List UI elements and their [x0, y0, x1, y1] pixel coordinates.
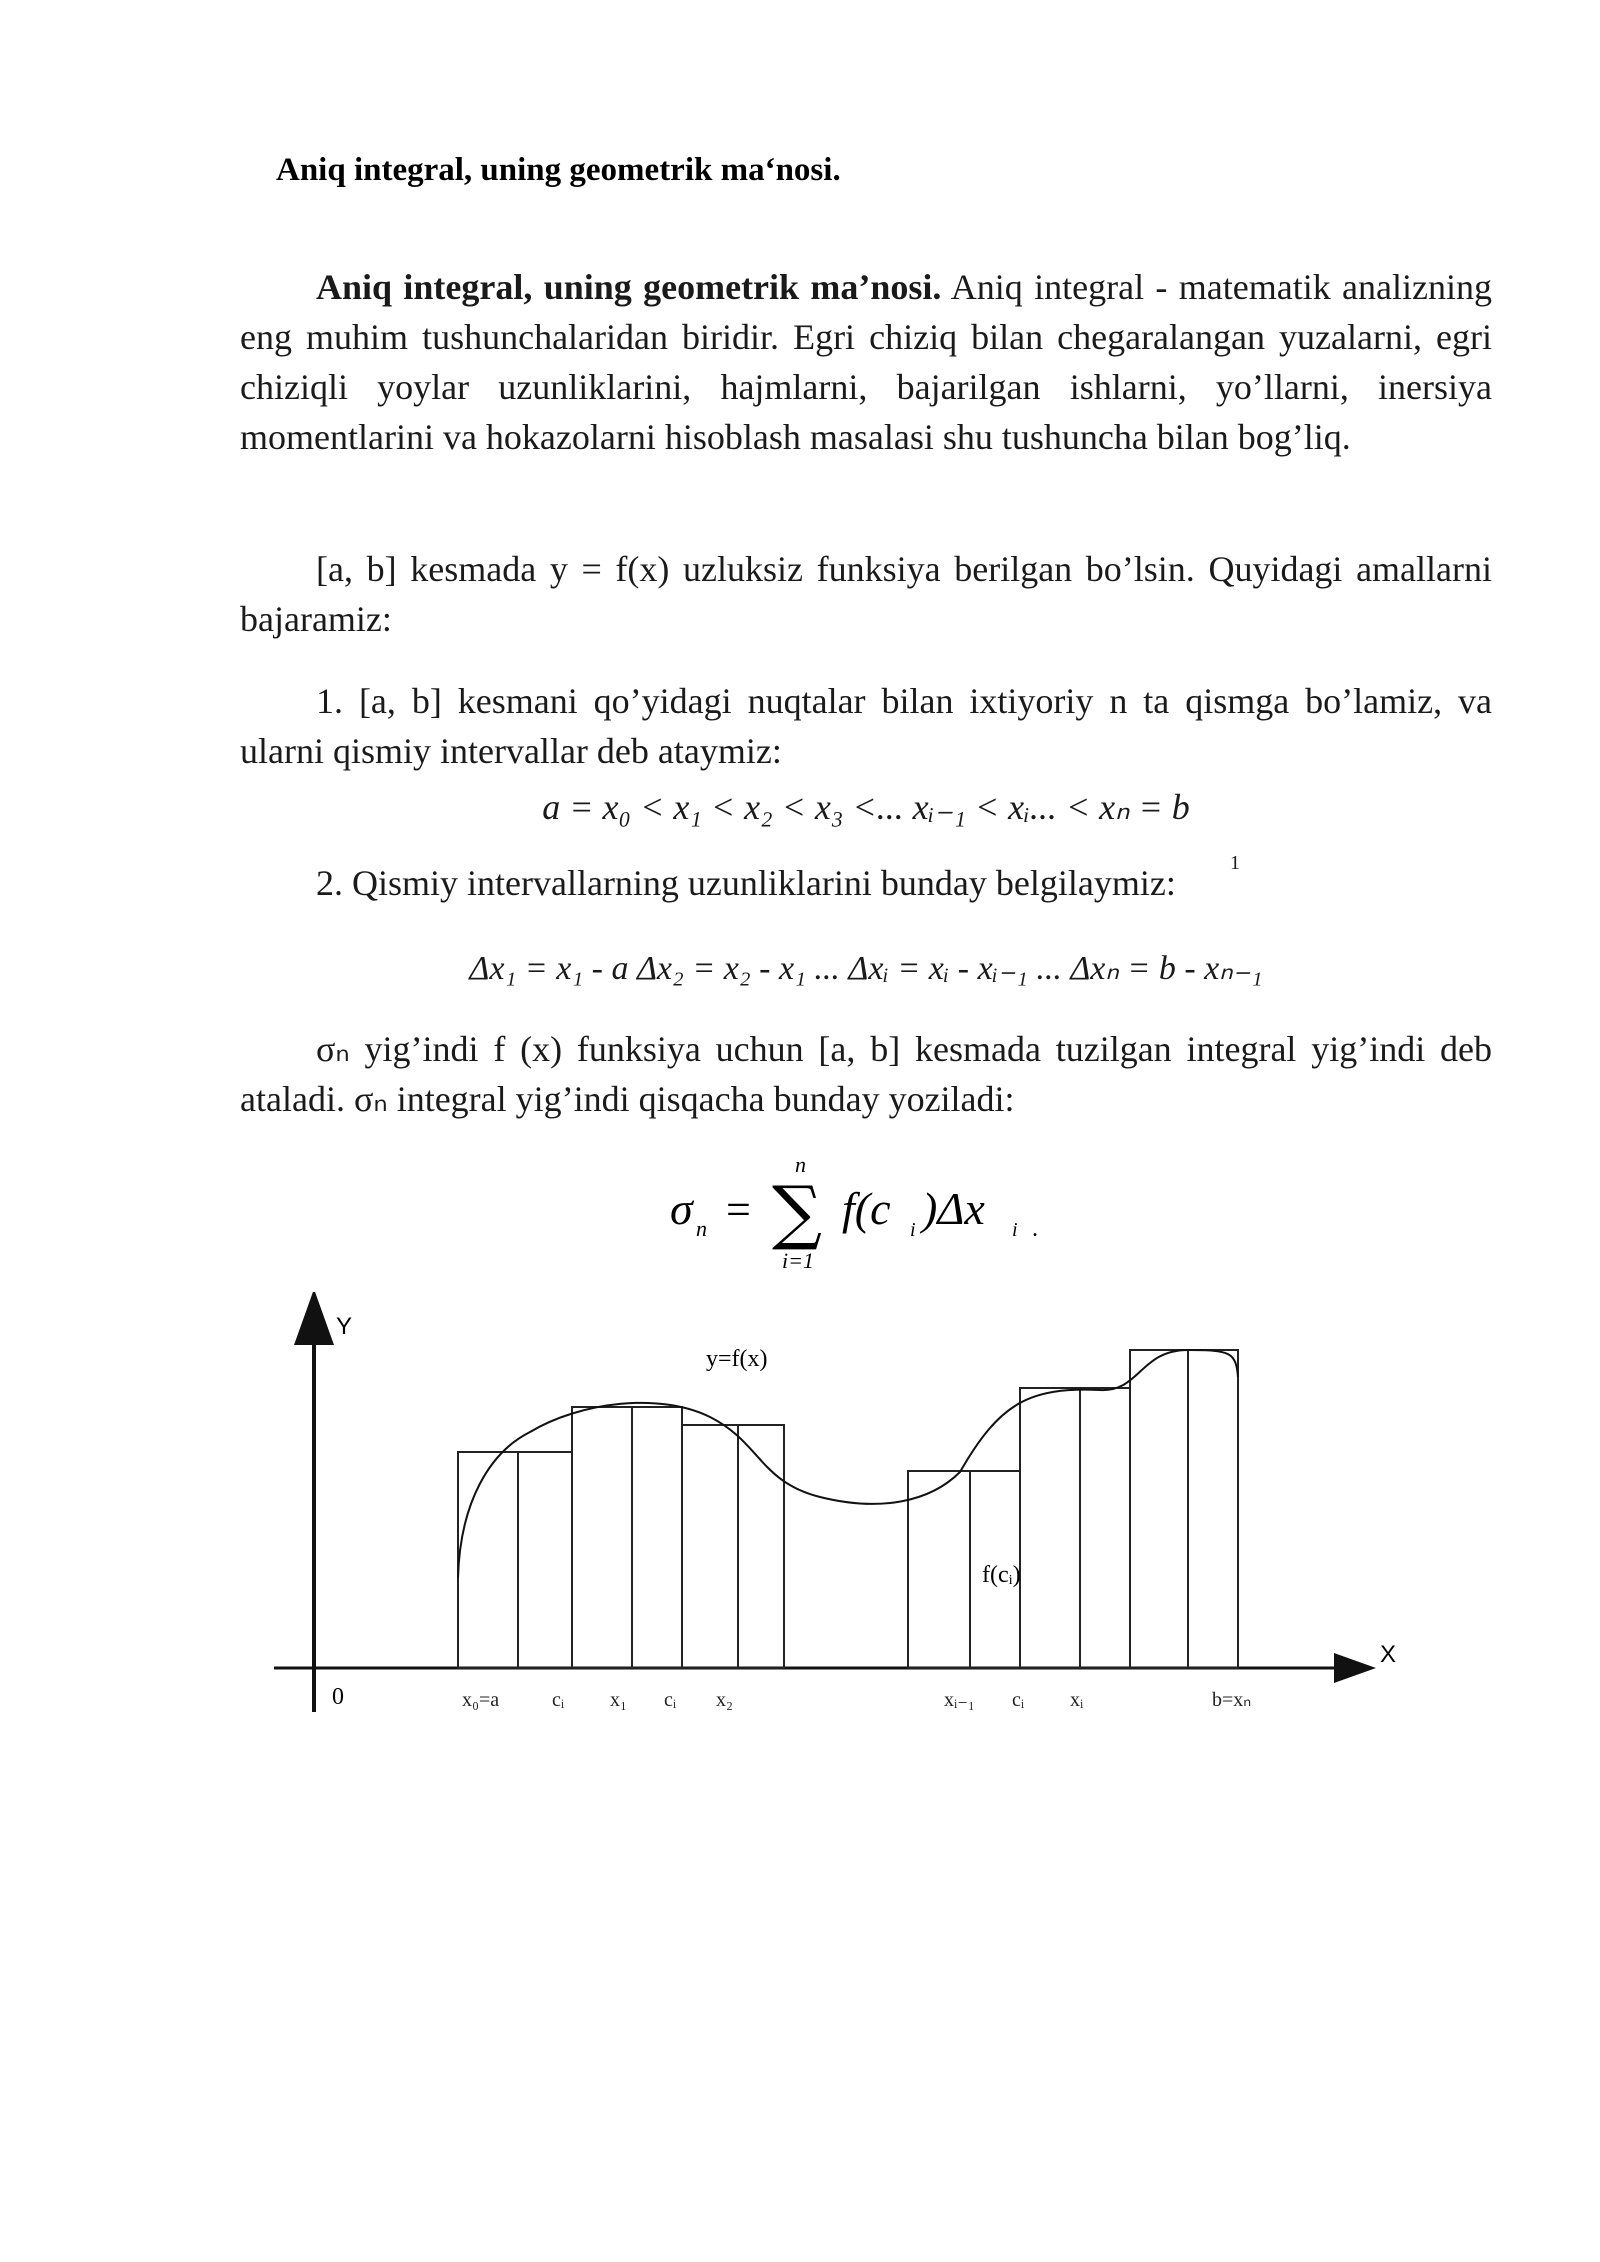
partition-formula: a = x₀ < x₁ < x₂ < x₃ <... xᵢ₋₁ < xᵢ... < xₙ = b — [542, 787, 1190, 827]
x-tick-label: xᵢ — [1070, 1689, 1084, 1711]
x-tick-label: xᵢ₋₁ — [944, 1689, 975, 1711]
page-heading: Aniq integral, uning geometrik ma‘nosi. — [276, 152, 841, 188]
sum-equals: = — [726, 1185, 751, 1234]
paragraph-step-1: 1. [a, b] kesmani qo’yidagi nuqtalar bilan ixtiyoriy n ta qismga bo’lamiz, va ularni qismiy intervallar deb ataymiz: — [240, 681, 1492, 771]
point-label: f(cᵢ) — [982, 1562, 1021, 1588]
x-tick-label: cᵢ — [552, 1689, 565, 1711]
sum-body: f(c — [842, 1183, 891, 1234]
x-tick-labels — [462, 1689, 1251, 1711]
x-tick-label: b=xₙ — [1212, 1689, 1252, 1711]
riemann-sum-figure — [240, 1292, 1420, 1732]
riemann-rect — [518, 1452, 572, 1668]
footnote-mark: 1 — [1230, 852, 1240, 874]
riemann-rect — [458, 1452, 518, 1668]
riemann-rect — [1080, 1388, 1130, 1668]
sum-body-close: )Δx — [922, 1183, 985, 1234]
sum-dot: . — [1032, 1216, 1038, 1242]
curve-y-f-x — [458, 1350, 1238, 1578]
sum-lower-limit: i=1 — [782, 1248, 814, 1273]
x-axis-label: X — [1380, 1641, 1397, 1668]
riemann-rect — [632, 1407, 682, 1668]
paragraph-definition — [240, 262, 1492, 462]
riemann-rect — [908, 1471, 970, 1668]
x-tick-label: cᵢ — [1012, 1689, 1025, 1711]
sum-body-sub: i — [910, 1219, 916, 1241]
riemann-rect — [682, 1425, 738, 1668]
sum-upper-limit: n — [795, 1152, 806, 1177]
sum-sigma-icon: ∑ — [772, 1171, 822, 1253]
sum-body-sub-2: i — [1012, 1219, 1018, 1241]
x-tick-label: x₁ — [610, 1689, 627, 1711]
paragraph-lead: Aniq integral, uning geometrik ma’nosi. — [316, 267, 942, 307]
x-tick-label: x₂ — [716, 1689, 733, 1711]
y-axis-label: Y — [336, 1313, 353, 1340]
paragraph-text: Aniq integral - matematik analizning eng muhim tushunchalaridan biridir. Egri chiziq bilan chegaralangan yuzalarni, egri chiziqli yoylar uzunliklarini, hajmlarni, bajarilgan ishlarni, yo’llarni, inersiya momentlarini va hokazolarni hisoblash masalasi shu tushuncha bilan bog’liq. — [240, 267, 1492, 457]
origin-label: 0 — [332, 1684, 344, 1710]
x-tick-label: cᵢ — [664, 1689, 677, 1711]
curve-label: y=f(x) — [706, 1346, 768, 1372]
integral-sum-formula — [660, 1144, 1080, 1274]
riemann-rect — [572, 1407, 632, 1668]
sum-lhs: σ — [670, 1183, 693, 1234]
paragraph-step-2: 2. Qismiy intervallarning uzunliklarini bunday belgilaymiz: — [316, 863, 1176, 903]
x-tick-label: x₀=a — [462, 1689, 500, 1711]
riemann-rect — [1130, 1350, 1188, 1668]
riemann-rectangles — [458, 1350, 1238, 1668]
sum-lhs-sub: n — [696, 1216, 707, 1241]
riemann-rect — [1020, 1388, 1080, 1668]
riemann-rect — [1188, 1350, 1238, 1668]
paragraph-integral-sum: σₙ yig’indi f (x) funksiya uchun [a, b] kesmada tuzilgan integral yig’indi deb ataladi. σₙ integral yig’indi qisqacha bunday yoziladi: — [240, 1029, 1492, 1119]
interval-lengths-formula: Δx₁ = x₁ - a Δx₂ = x₂ - x₁ ... Δxᵢ = xᵢ - xᵢ₋₁ ... Δxₙ = b - xₙ₋₁ — [469, 950, 1263, 987]
paragraph-function: [a, b] kesmada y = f(x) uzluksiz funksiya berilgan bo’lsin. Quyidagi amallarni bajaramiz: — [240, 549, 1492, 639]
